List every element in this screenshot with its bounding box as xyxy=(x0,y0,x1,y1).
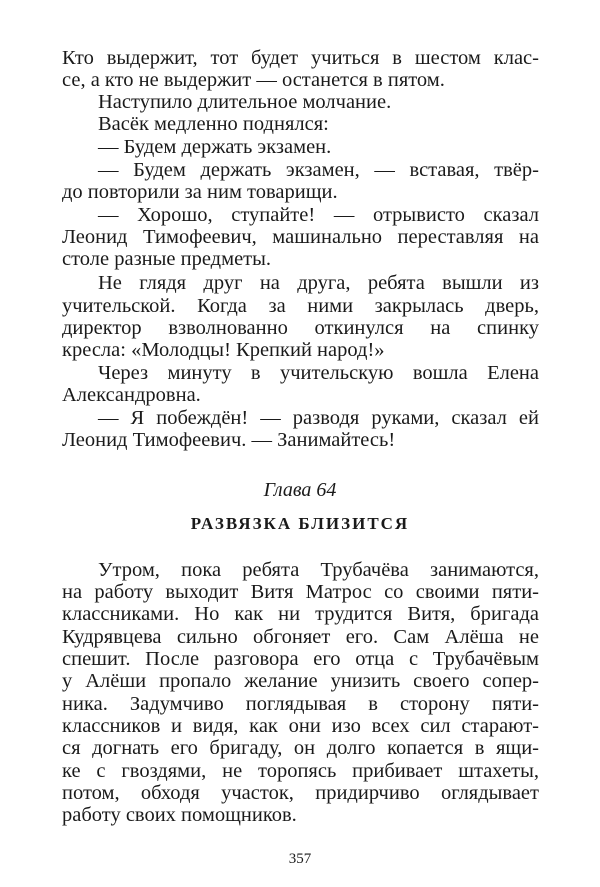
text-line: классниками. Но как ни трудится Витя, бригада xyxy=(62,603,539,625)
text-line: учительской. Когда за ними закрылась дверь, xyxy=(62,295,539,317)
chapter-number: Глава 64 xyxy=(263,479,337,501)
text-line: классников и видя, как они изо всех сил старают- xyxy=(62,715,539,737)
text-line: Через минуту в учительскую вошла Елена xyxy=(98,362,539,384)
text-line: Кто выдержит, тот будет учиться в шестом клас- xyxy=(62,47,539,69)
text-line: у Алёши пропало желание унизить своего сопер- xyxy=(62,670,539,692)
text-line: — Я побеждён! — разводя руками, сказал ей xyxy=(98,407,539,429)
text-line: — Хорошо, ступайте! — отрывисто сказал xyxy=(98,204,539,226)
text-line: работу своих помощников. xyxy=(62,804,297,826)
text-line: Васёк медленно поднялся: xyxy=(98,113,329,135)
text-line: ся догнать его бригаду, он долго копается в ящи- xyxy=(62,737,539,759)
text-line: Наступило длительное молчание. xyxy=(98,91,392,113)
text-line: спешит. После разговора его отца с Трубачёвым xyxy=(62,648,539,670)
text-line: директор взволнованно откинулся на спинку xyxy=(62,317,539,339)
text-line: Утром, пока ребята Трубачёва занимаются, xyxy=(98,559,539,581)
text-line: ника. Задумчиво поглядывая в сторону пяти- xyxy=(62,693,539,715)
text-line: се, а кто не выдержит — останется в пятом. xyxy=(62,69,445,91)
text-line: — Будем держать экзамен, — вставая, твёр- xyxy=(98,159,539,181)
text-line: столе разные предметы. xyxy=(62,248,272,270)
text-line: кресла: «Молодцы! Крепкий народ!» xyxy=(62,339,385,361)
text-line: Леонид Тимофеевич, машинально переставляя на xyxy=(62,226,539,248)
page-number: 357 xyxy=(288,851,312,867)
text-line: ке с гвоздями, не торопясь прибивает штахеты, xyxy=(62,760,539,782)
text-line: до повторили за ним товарищи. xyxy=(62,181,338,203)
text-line: — Будем держать экзамен. xyxy=(98,136,332,158)
text-line: Александровна. xyxy=(62,384,201,406)
text-line: на работу выходит Витя Матрос со своими пяти- xyxy=(62,581,539,603)
text-line: Кудрявцева сильно обгоняет его. Сам Алёша не xyxy=(62,626,539,648)
text-line: Не глядя друг на друга, ребята вышли из xyxy=(98,272,539,294)
text-line: Леонид Тимофеевич. — Занимайтесь! xyxy=(62,429,396,451)
text-line: потом, обходя участок, придирчиво оглядывает xyxy=(62,782,539,804)
chapter-title: РАЗВЯЗКА БЛИЗИТСЯ xyxy=(190,514,410,533)
